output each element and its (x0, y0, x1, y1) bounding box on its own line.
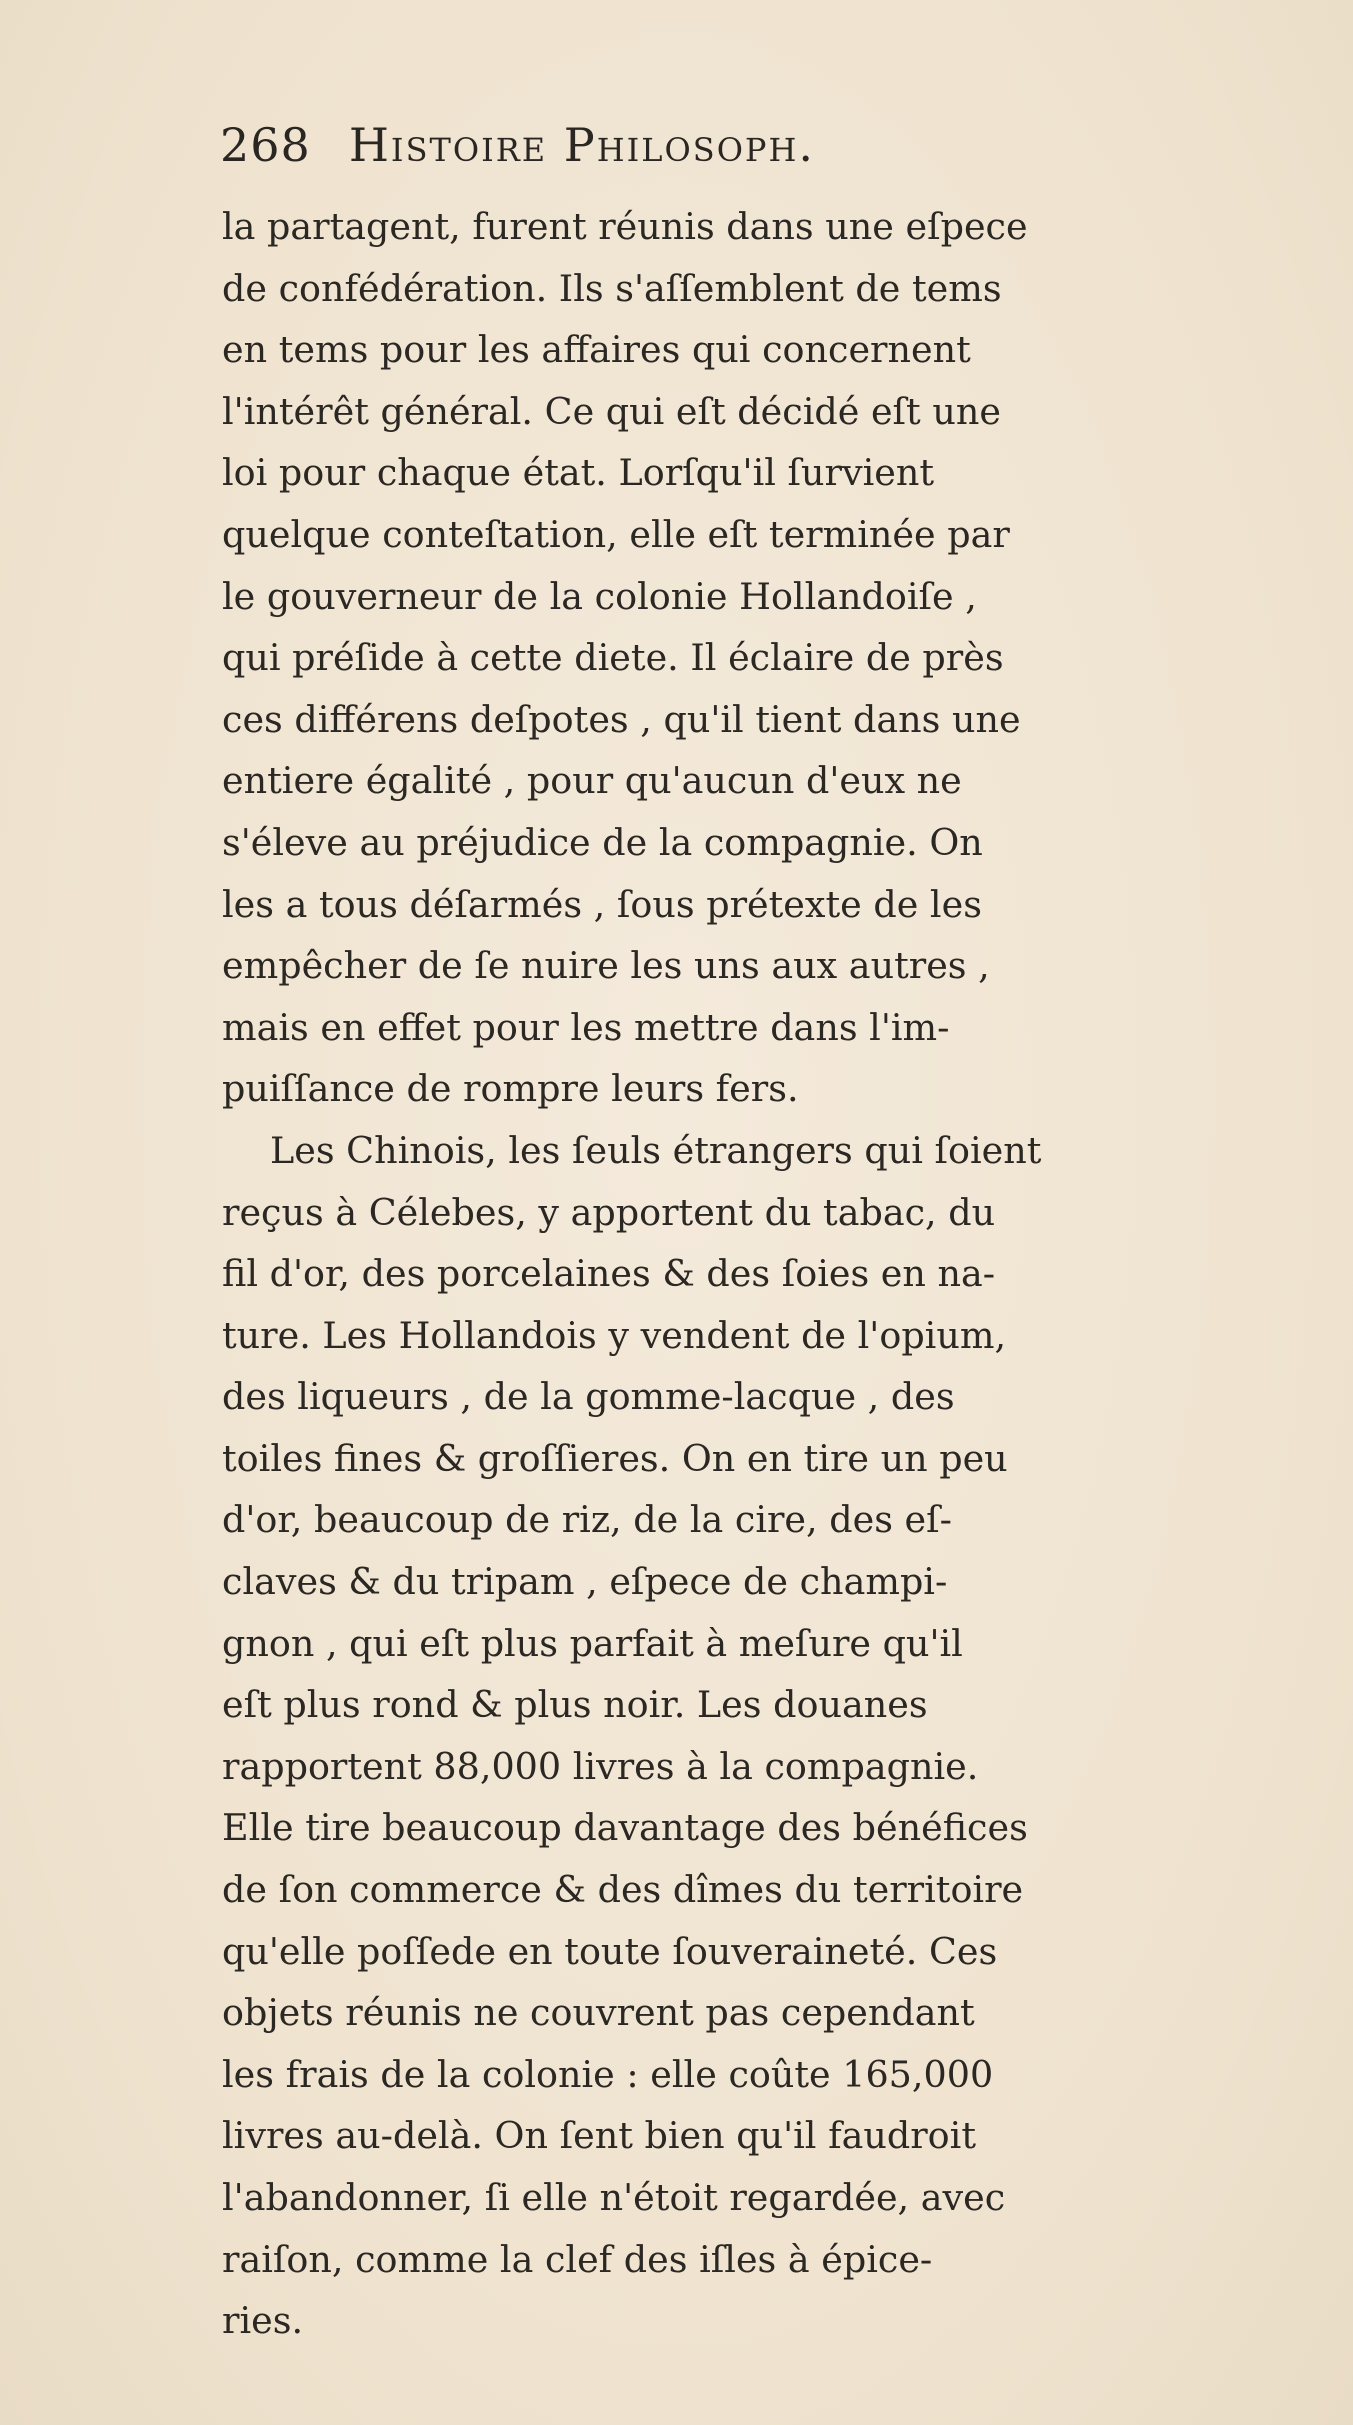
page-header (220, 118, 1140, 188)
text-line: loi pour chaque état. Lorſqu'il ſurvient (222, 451, 935, 495)
text-line: toiles fines & groſſieres. On en tire un peu (222, 1436, 1008, 1480)
text-line: ces différens deſpotes , qu'il tient dans une (222, 697, 1021, 741)
body-text (222, 196, 1282, 2352)
text-line: des liqueurs , de la gomme-lacque , des (222, 1375, 955, 1419)
text-line: la partagent, furent réunis dans une eſpece (222, 205, 1028, 248)
text-line: de ſon commerce & des dîmes du territoire (222, 1868, 1024, 1912)
text-line: le gouverneur de la colonie Hollandoiſe , (222, 574, 977, 618)
text-line: d'or, beaucoup de riz, de la cire, des eſ- (222, 1498, 952, 1542)
text-line: les a tous déſarmés , ſous prétexte de les (222, 882, 982, 926)
text-line: les frais de la colonie : elle coûte 165,000 (222, 2052, 994, 2096)
text-line: mais en effet pour les mettre dans l'im- (222, 1005, 950, 1049)
paragraph-start-line: Les Chinois, les ſeuls étrangers qui ſoient (270, 1128, 1042, 1172)
text-line: livres au-delà. On ſent bien qu'il faudroit (222, 2114, 976, 2158)
text-line: reçus à Célebes, y apportent du tabac, du (222, 1190, 996, 1234)
text-line: rapportent 88,000 livres à la compagnie. (222, 1744, 979, 1788)
text-line: raiſon, comme la clef des iſles à épice- (222, 2237, 933, 2281)
page-number: 268 (220, 118, 311, 172)
text-line: qui préſide à cette diete. Il éclaire de près (222, 636, 1004, 680)
text-line: l'abandonner, ſi elle n'étoit regardée, avec (222, 2176, 1006, 2219)
text-line: Elle tire beaucoup davantage des bénéfices (222, 1806, 1028, 1850)
text-line: fil d'or, des porcelaines & des ſoies en na- (222, 1252, 996, 1296)
text-line: ries. (222, 2299, 304, 2343)
text-line: de confédération. Ils s'aſſemblent de tems (222, 266, 1002, 310)
running-head: Histoire Philosoph. (348, 118, 815, 172)
text-line: puiſſance de rompre leurs fers. (222, 1067, 799, 1111)
text-line: gnon , qui eſt plus parfait à meſure qu'il (222, 1621, 963, 1665)
text-line: s'éleve au préjudice de la compagnie. On (222, 820, 983, 864)
text-line: ture. Les Hollandois y vendent de l'opium, (222, 1313, 1007, 1357)
text-line: entiere égalité , pour qu'aucun d'eux ne (222, 759, 962, 803)
text-line: quelque conteſtation, elle eſt terminée par (222, 512, 1010, 556)
text-line: l'intérêt général. Ce qui eſt décidé eſt une (222, 389, 1001, 433)
text-line: claves & du tripam , eſpece de champi- (222, 1560, 948, 1604)
text-line: en tems pour les affaires qui concernent (222, 328, 971, 372)
text-line: empêcher de ſe nuire les uns aux autres , (222, 944, 990, 988)
text-line: qu'elle poſſede en toute ſouveraineté. Ces (222, 1929, 998, 1973)
text-line: eſt plus rond & plus noir. Les douanes (222, 1683, 928, 1727)
text-line: objets réunis ne couvrent pas cependant (222, 1991, 975, 2035)
